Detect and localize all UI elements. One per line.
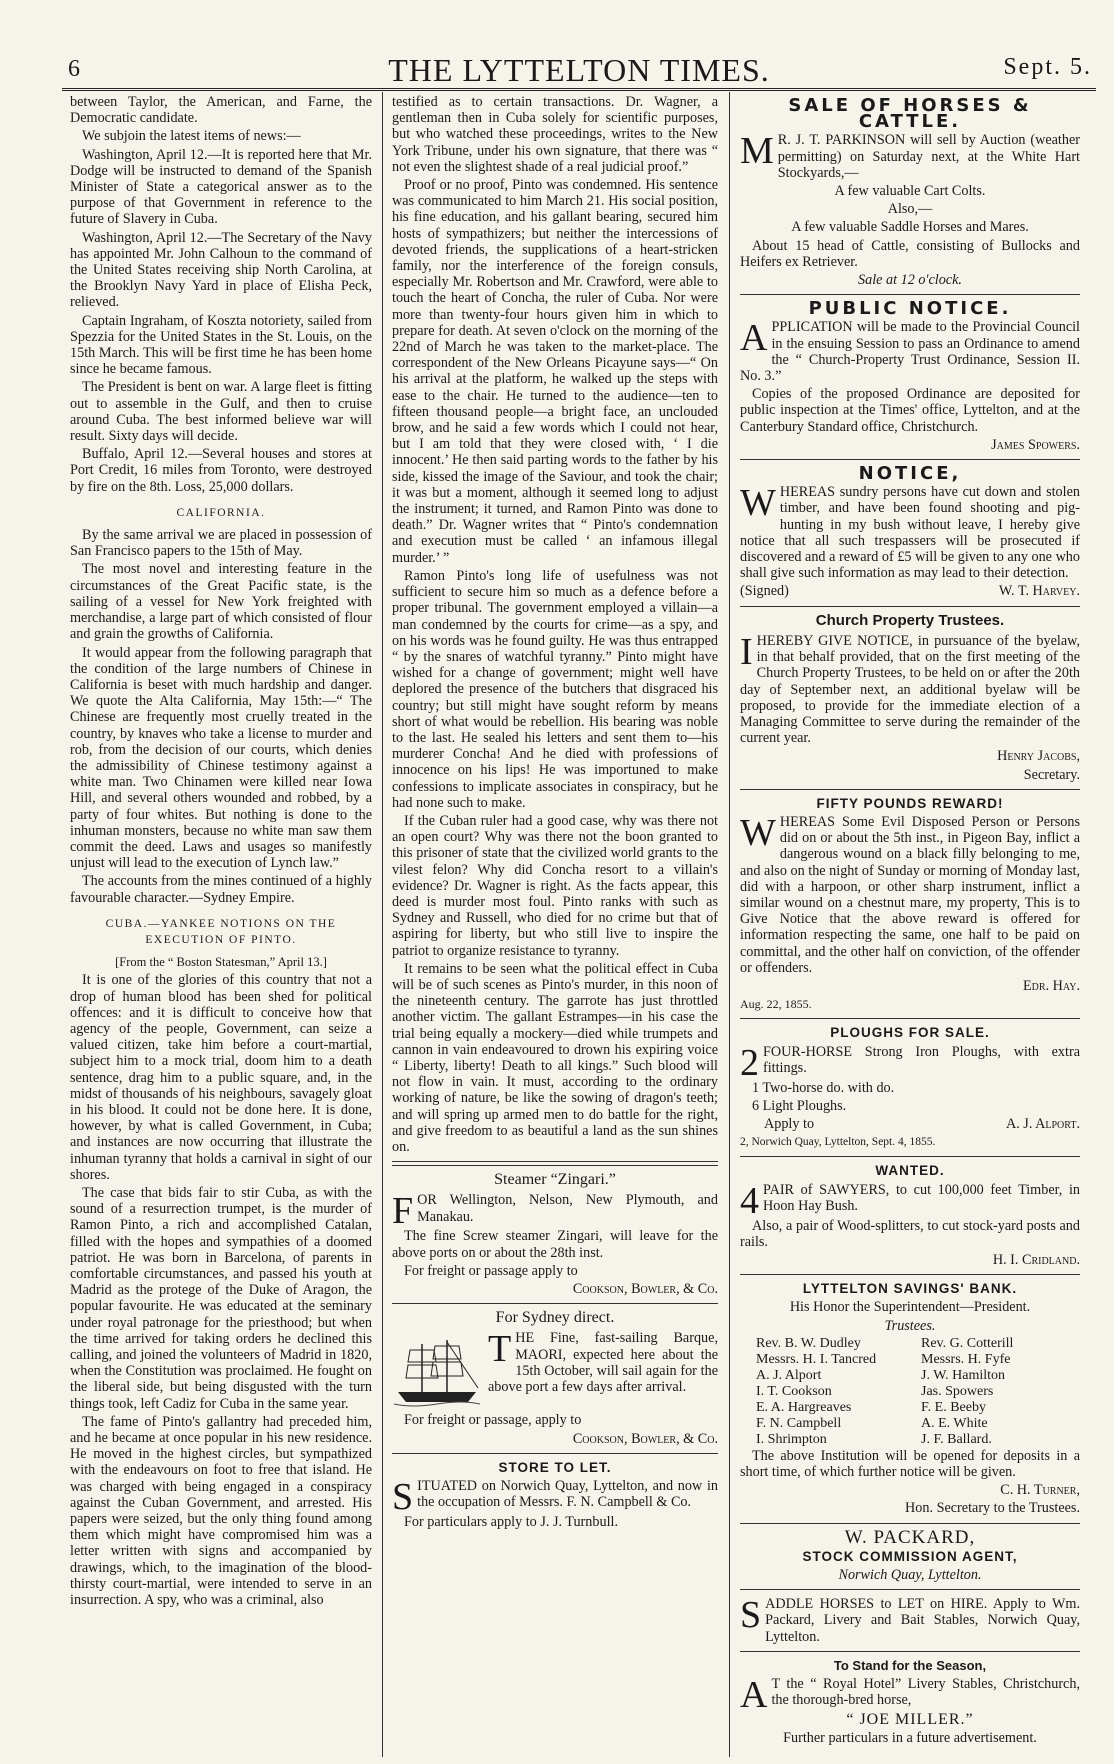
column-1 xyxy=(70,94,372,1754)
column-2 xyxy=(392,94,718,1754)
paragraph: The most novel and interesting feature in the circumstances of the Great Pacific state, is the sailing of a vessel for New York freighted with merchandise, a large part of which consisted of flour and grain the growths of California. xyxy=(70,561,372,643)
paragraph: testified as to certain transactions. Dr. Wagner, a gentleman then in Cuba solely for scientific purposes, but who watched these proceedings, writes to the New York Tribune, under his own signature, that there was “ not even the slightest shade of a real judicial proof.” xyxy=(392,94,718,175)
advert-notice xyxy=(740,463,1080,600)
trustee: Rev. G. Cotterill xyxy=(921,1335,1014,1351)
bank-president: His Honor the Superintendent—President. xyxy=(789,1299,1031,1316)
newspaper-title: THE LYTTELTON TIMES. xyxy=(388,52,770,88)
advert-title: WANTED. xyxy=(875,1163,945,1179)
trustee: Jas. Spowers xyxy=(921,1383,994,1399)
advert-agent: Cookson, Bowler, & Co. xyxy=(572,1281,718,1298)
advert-date: Aug. 22, 1855. xyxy=(740,997,812,1012)
advert-contact: For particulars apply to J. J. Turnbull. xyxy=(404,1514,618,1531)
advert-freight: For freight or passage apply to xyxy=(404,1262,578,1279)
advert-title: SALE OF HORSES & CATTLE. xyxy=(788,95,1032,133)
column-3 xyxy=(740,94,1080,1754)
advert-role: Secretary. xyxy=(1023,766,1080,783)
advert-saddle-horses xyxy=(740,1596,1080,1645)
advert-church-trustees xyxy=(740,613,1080,783)
drop-cap: A xyxy=(740,1674,768,1717)
trustee: Rev. B. W. Dudley xyxy=(756,1335,861,1351)
advert-title: STORE TO LET. xyxy=(498,1459,612,1475)
paragraph: Washington, April 12.—The Secretary of the Navy has appointed Mr. John Calhoun to the command of the United States receiving ship North Carolina, at the Brooklyn Navy Yard in place of Elisha Peck, relieved. xyxy=(70,229,372,311)
advert-signature: H. I. Cridland. xyxy=(992,1251,1080,1268)
horse-name: “ JOE MILLER.” xyxy=(846,1711,974,1729)
divider xyxy=(740,1523,1080,1524)
paragraph: Washington, April 12.—It is reported here that Mr. Dodge will be instructed to demand of the Spanish Minister of State a categorical answer as to the purpose of that Government in reference to the future of Slavery in Cuba. xyxy=(70,146,372,228)
advert-wanted xyxy=(740,1163,1080,1268)
advert-title: PLOUGHS FOR SALE. xyxy=(830,1025,990,1041)
trustee: Messrs. H. Fyfe xyxy=(921,1351,1011,1367)
advert-title: NOTICE, xyxy=(858,463,962,485)
trustee: J. W. Hamilton xyxy=(921,1367,1006,1383)
paragraph: Captain Ingraham, of Koszta notoriety, sailed from Spezzia for the United States in the St. Louis, on the 15th March. This will be first time he has been home since he became famous. xyxy=(70,312,372,378)
divider xyxy=(740,1589,1080,1590)
trustee: A. E. White xyxy=(921,1415,988,1431)
advert-body: The fine Screw steamer Zingari, will leave for the above ports on or about the 28th inst. xyxy=(392,1228,718,1261)
paragraph: between Taylor, the American, and Farne, the Democratic candidate. xyxy=(70,94,372,127)
signed-label: (Signed) xyxy=(740,583,789,600)
drop-cap: F xyxy=(392,1190,414,1233)
trustee: I. Shrimpton xyxy=(756,1431,827,1447)
advert-signature: C. H. Turner, xyxy=(1000,1482,1080,1499)
advert-title: PUBLIC NOTICE. xyxy=(808,298,1012,320)
advert-signature: Edr. Hay. xyxy=(1023,977,1080,994)
paragraph: The fame of Pinto's gallantry had preceded him, and he became at once popular in his new residence. He moved in the highest circles, but sympathized with the endeavours on foot to free that island. He was charged with being engaged in a conspiracy against the Cuban Government, and arrested. His papers were seized, but the only thing found among them which might have compromised him was a letter written with signs and accompanied by drawings, which, to the imagination of the blood-thirsty court-martial, were intended to serve in an insurrection. A spy, who was a criminal, also xyxy=(70,1413,372,1609)
advert-agent: A. J. Alport. xyxy=(1005,1115,1080,1132)
advert-line: 6 Light Ploughs. xyxy=(752,1097,847,1114)
trustee: E. A. Hargreaves xyxy=(756,1399,852,1415)
ship-icon xyxy=(392,1332,482,1410)
advert-body: Copies of the proposed Ordinance are deposited for public inspection at the Times' office, Lyttelton, and at the Canterbury Standard office, Christchurch. xyxy=(740,386,1080,435)
advert-line: A few valuable Saddle Horses and Mares. xyxy=(791,219,1029,236)
advert-packard xyxy=(740,1526,1080,1584)
paragraph: It is one of the glories of this country that not a drop of human blood has been shed for political offences: and it is difficult to conceive how that agency of the people, Government, can seize a valued citizen, take him before a court-martial, subject him to a mock trial, doom him to a death sentence, drag him to a public square, and, in the midst of thousands of his neighbours, savagely gloat in his blood. It could not be done here. It is done, however, by what is called Government, in Cuba; and instances are now occurring that illustrate the inhuman tyranny that holds a carnival in sight of our shores. xyxy=(70,972,372,1183)
advert-body: HEREAS Some Evil Disposed Person or Persons did on or about the 5th inst., in Pigeon Bay, inflict a dangerous wound on a black filly belonging to me, and also on the night of Sunday or morning of Monday last, did with a harpoon, or other sharp instrument, inflict a similar wound on a chestnut mare, my property, This is to Give Notice that the above reward is offered for information respecting the same, one half to be paid on committal, and the other half on conviction, of the offender or offenders. xyxy=(740,813,1080,976)
advert-title: LYTTELTON SAVINGS' BANK. xyxy=(802,1281,1018,1297)
drop-cap: M xyxy=(740,130,774,173)
advert-address: 2, Norwich Quay, Lyttelton, Sept. 4, 1855. xyxy=(740,1136,936,1149)
drop-cap: A xyxy=(740,317,768,360)
advert-body: PPLICATION will be made to the Provincial Council in the ensuing Session to pass an Ordinance to amend the “ Church-Property Trust Ordinance, Session II. No. 3.” xyxy=(740,319,1080,385)
drop-cap: 2 xyxy=(740,1041,759,1084)
paragraph: It would appear from the following paragraph that the condition of the large numbers of Chinese in California is beset with much hardship and danger. We quote the Alta California, May 15th:—“ The Chinese are frequently most cruelly treated in the country, by knaves who take a license to murder and rob, from the decision of our courts, which denies the admissibility of Chinese testimony against a white man. Two Chinamen were killed near Iowa Hill, and several others wounded and robbed, by a party of four whites. But nothing is done to the inhuman monsters, because no white man saw them commit the deed. Laws and usages so manifestly unjust will lead to the execution of Lynch law.” xyxy=(70,644,372,872)
paragraph: Buffalo, April 12.—Several houses and stores at Port Credit, 16 miles from Toronto, were destroyed by fire on the 8th. Loss, 25,000 dollars. xyxy=(70,446,372,495)
paragraph: It remains to be seen what the political effect in Cuba will be of such scenes as Pinto's murder, in this noon of the nineteenth century. The garrote has just throttled another victim. The gallant Estrampes—in his case the trial being equally a mockery—died while trumpets and cannon in vain endeavoured to drown his expiring voice “ Liberty, liberty! Death to all kings.” Such blood will not flow in vain. It must, according to the ordinary working of nature, be like the sowing of dragon's teeth; and will spring up armed men to do battle for the right, and give freedom to as beautiful a land as the sun shines on. xyxy=(392,960,718,1155)
advert-stand xyxy=(740,1658,1080,1747)
issue-date: Sept. 5. xyxy=(1003,54,1092,80)
apply-label: Apply to xyxy=(764,1115,815,1132)
advert-body: Also, a pair of Wood-splitters, to cut stock-yard posts and rails. xyxy=(740,1217,1080,1250)
divider xyxy=(392,1161,718,1166)
paragraph: The accounts from the mines continued of a highly favourable character.—Sydney Empire. xyxy=(70,873,372,906)
paragraph: Ramon Pinto's long life of usefulness was not sufficient to secure him so much as a defence before a proper tribunal. The government employed a villain—a man condemned by the courts for crime—as a spy, and on his words was he found guilty. He was thus entrapped “ by the snares of watchful tyranny.” Pinto might have wished for a change of government; might well have deplored the presence of the butchers that disgraced his country; but still might have sought reform by means short of what would be rebellion. His bearing was noble to the last. He sealed his letters and sent them to—his murderer Concha! And he died with professions of innocence on his lips! He was importuned to make confessions to implicate associates in conspiracy, but he had none such to make. xyxy=(392,567,718,811)
drop-cap: S xyxy=(392,1476,414,1519)
advert-body: ADDLE HORSES to LET on HIRE. Apply to Wm. Packard, Livery and Bait Stables, Norwich Quay, Lyttelton. xyxy=(765,1596,1080,1645)
divider xyxy=(740,606,1080,607)
trustee: J. F. Ballard. xyxy=(921,1431,992,1447)
advert-savings-bank xyxy=(740,1281,1080,1516)
paragraph: The President is bent on war. A large fleet is fitting out to assemble in the Gulf, and then to cruise around Cuba. The best informed believe war will result. Sixty days will decide. xyxy=(70,379,372,445)
divider xyxy=(740,1018,1080,1019)
masthead xyxy=(62,46,1096,91)
advert-line: About 15 head of Cattle, consisting of Bullocks and Heifers ex Retriever. xyxy=(740,237,1080,270)
advert-zingari xyxy=(392,1172,718,1297)
divider xyxy=(740,1156,1080,1157)
advert-address: Norwich Quay, Lyttelton. xyxy=(838,1567,982,1584)
advert-signature: Henry Jacobs, xyxy=(997,748,1080,765)
drop-cap: 4 xyxy=(740,1179,759,1222)
advert-body: HEREBY GIVE NOTICE, in pursuance of the byelaw, in that behalf provided, that on the first meeting of the Church Property Trustees, to be held on or after the 20th day of September next, an additional byelaw will be proposed, to provide for the immediate election of a Managing Committee to serve during the remainder of the current year. xyxy=(740,632,1080,747)
paragraph: By the same arrival we are placed in possession of San Francisco papers to the 15th of May. xyxy=(70,527,372,560)
advert-reward xyxy=(740,796,1080,1013)
paragraph: The case that bids fair to stir Cuba, as with the sound of a resurrection trumpet, is the murder of Ramon Pinto, a rich and accomplished Catalan, filled with the hopes and sympathies of a doomed patriot. He was born in Barcelona, of parents in comfortable circumstances, and passed his youth at Madrid as the protege of the Duke of Aragon, the popular favourite. He was educated at the seminary under royal patronage for the priesthood; but when the time arrived for taking orders he declined this calling, and joined the volunteers of Madrid in 1820, when the Constitution was proclaimed. He fought on the liberal side, but being disgusted with the turn things took, left Cadiz for Cuba in the same year. xyxy=(70,1185,372,1412)
trustee: F. E. Beeby xyxy=(921,1399,986,1415)
advert-body: R. J. T. PARKINSON will sell by Auction (weather permitting) on Saturday next, at the White Hart Stockyards,— xyxy=(777,132,1080,181)
advert-signature: James Spowers. xyxy=(991,436,1080,453)
divider xyxy=(740,459,1080,460)
advert-body: FOUR-HORSE Strong Iron Ploughs, with extra fittings. xyxy=(763,1043,1080,1076)
column-rule xyxy=(382,92,383,1757)
section-heading-cuba: CUBA.—YANKEE NOTIONS ON THE EXECUTION OF PINTO. xyxy=(105,917,337,946)
advert-body: The above Institution will be opened for deposits in a short time, of which further notice will be given. xyxy=(740,1447,1080,1480)
drop-cap: W xyxy=(740,811,776,854)
trustee: Messrs. H. I. Tancred xyxy=(756,1351,877,1367)
advert-body: HEREAS sundry persons have cut down and stolen timber, and have been found shooting and pig-hunting in my bush without leave, I hereby give notice that all such trespassers will be prosecuted if discovered and a reward of £5 will be given to any one who shall give such information as may lead to their detection. xyxy=(740,484,1080,582)
page-number: 6 xyxy=(68,56,80,82)
advert-horses xyxy=(740,95,1080,289)
advert-footer: Further particulars in a future advertisement. xyxy=(783,1730,1037,1747)
advert-title: FIFTY POUNDS REWARD! xyxy=(816,795,1004,811)
paragraph: Proof or no proof, Pinto was condemned. His sentence was communicated to him March 21. His social position, his fine education, and his gallant bearing, secured him hosts of sympathizers; but neither the intercessions of devoted friends, the supplications of a heart-stricken family, nor the interference of the foreign consuls, especially Mr. Robertson and Mr. Crawford, were able to touch the heart of Concha, the ruler of Cuba. Nor were more than twenty-four hours given him in which to prepare for death. At seven o'clock on the morning of the 22nd of March he was taken to the market-place. The correspondent of the New Orleans Picayune says—“ On his arrival at the platform, he walked up the steps with ease to the chair. He turned to the audience—ten to fifteen thousand people—a bright face, an unclouded brow, and he said a few words which I could not hear, but I am told that they were closed with, ‘ I die innocent.’ He then said parting words to the father by his side, kissed the image of the Saviour, and took the chair; it was but a moment, although it seemed long to adjust the instrument; it turned, and Ramon Pinto was done to death.” Dr. Wagner writes that “ Pinto's condemnation and execution must be called ‘ an infamous illegal murder.’ ” xyxy=(392,177,718,566)
trustees-list xyxy=(740,1336,1080,1448)
article-source: [From the “ Boston Statesman,” April 13.] xyxy=(115,955,327,970)
advert-store xyxy=(392,1460,718,1530)
divider xyxy=(740,1274,1080,1275)
advert-agent: Cookson, Bowler, & Co. xyxy=(572,1430,718,1447)
divider xyxy=(392,1303,718,1304)
advert-role: STOCK COMMISSION AGENT, xyxy=(802,1548,1018,1564)
advert-line: Also,— xyxy=(887,201,933,218)
advert-time: Sale at 12 o'clock. xyxy=(858,272,962,289)
divider xyxy=(740,1651,1080,1652)
advert-body: ITUATED on Norwich Quay, Lyttelton, and now in the occupation of Messrs. F. N. Campbell & Co. xyxy=(417,1478,718,1511)
advert-title: W. PACKARD, xyxy=(844,1526,976,1548)
advert-line: 1 Two-horse do. with do. xyxy=(752,1079,895,1096)
trustee: F. N. Campbell xyxy=(756,1415,842,1431)
divider xyxy=(740,789,1080,790)
trustee: I. T. Cookson xyxy=(756,1383,832,1399)
advert-signature: W. T. Harvey. xyxy=(998,583,1080,600)
drop-cap: I xyxy=(740,630,753,673)
advert-freight: For freight or passage, apply to xyxy=(404,1412,582,1429)
drop-cap: W xyxy=(740,482,776,525)
column-rule xyxy=(729,92,730,1757)
paragraph: If the Cuban ruler had a good case, why was there not an open court? Why was there not the boon granted to this prisoner of state that the civilized world grants to the vilest felon? Why did Concha resort to a villain's evidence? Dr. Wagner is right. As the facts appear, this deed is murder most foul. Pinto ranks with such as Sydney and Russell, who died for no crime but that of aspiring for liberty, but who still live to inspire the patriot to organize resistance to tyranny. xyxy=(392,812,718,959)
advert-role: Hon. Secretary to the Trustees. xyxy=(905,1500,1080,1517)
advert-body: HE Fine, fast-sailing Barque, MAORI, expected here about the 15th October, will sail again for the above port a few days after arrival. xyxy=(488,1330,718,1396)
paragraph: We subjoin the latest items of news:— xyxy=(82,128,301,145)
trustee: A. J. Alport xyxy=(756,1367,822,1383)
divider xyxy=(392,1453,718,1454)
advert-line: A few valuable Cart Colts. xyxy=(834,183,986,200)
drop-cap: S xyxy=(740,1594,762,1637)
advert-title: Steamer “Zingari.” xyxy=(494,1171,616,1189)
advert-public-notice xyxy=(740,298,1080,453)
section-heading-california: CALIFORNIA. xyxy=(176,506,266,519)
advert-sydney xyxy=(392,1310,718,1447)
trustees-label: Trustees. xyxy=(884,1317,936,1334)
drop-cap: T xyxy=(488,1328,512,1371)
advert-body: PAIR of SAWYERS, to cut 100,000 feet Timber, in Hoon Hay Bush. xyxy=(763,1181,1080,1214)
advert-lead: OR Wellington, Nelson, New Plymouth, and Manakau. xyxy=(417,1192,718,1225)
advert-title: To Stand for the Season, xyxy=(833,1657,987,1673)
advert-title: For Sydney direct. xyxy=(495,1309,615,1327)
advert-ploughs xyxy=(740,1025,1080,1150)
advert-title: Church Property Trustees. xyxy=(815,611,1005,629)
divider xyxy=(740,294,1080,295)
advert-body: T the “ Royal Hotel” Livery Stables, Christchurch, the thorough-bred horse, xyxy=(771,1676,1080,1709)
